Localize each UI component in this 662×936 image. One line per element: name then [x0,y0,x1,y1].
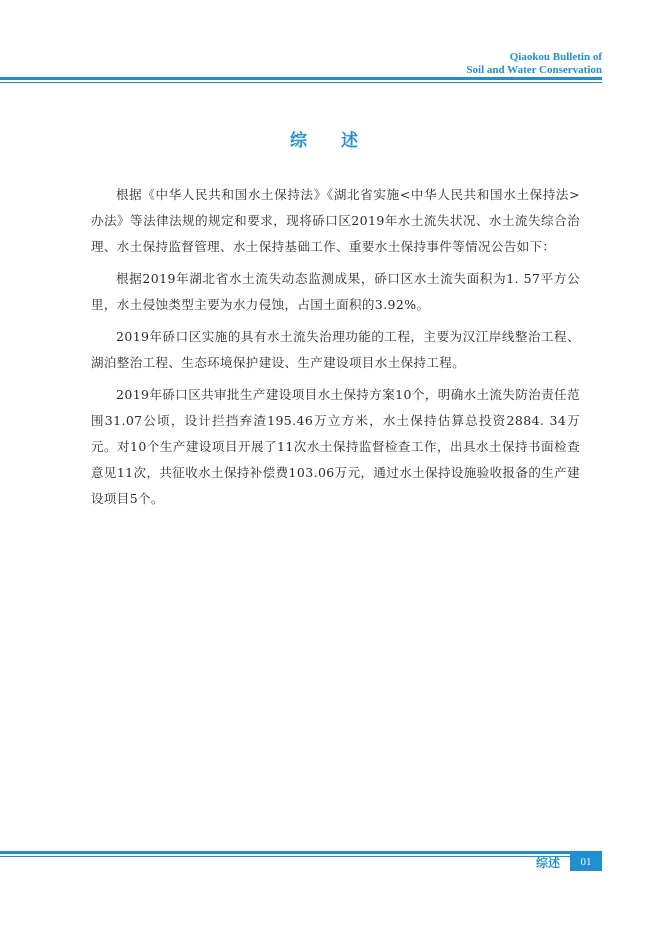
paragraph-supervision: 2019年硚口区共审批生产建设项目水土保持方案10个，明确水土流失防治责任范围31.07公顷，设计拦挡弃渣195.46万立方米，水土保持估算总投资2884. 34万元。对10个生产建设项目开展了11次水土保持监督检查工作，出具水土保持书面检查意见11次，共征收水土保持补偿费103.06万元，通过水土保持设施验收报备的生产建设项目5个。 [91,387,580,506]
footer-rule-thick [0,851,602,854]
body-text [91,182,580,518]
page-number: 01 [570,853,602,871]
footer-section-label: 综述 [536,856,561,870]
running-header [466,51,602,77]
header-rule-thin [0,82,602,83]
header-rule-thick [0,77,602,80]
footer-rule-thin [0,856,602,857]
section-title: 综 述 [290,131,372,151]
running-header-line-1: Qiaokou Bulletin of [509,51,602,63]
paragraph-erosion-status: 根据2019年湖北省水土流失动态监测成果，硚口区水土流失面积为1. 57平方公里，水土侵蚀类型主要为水力侵蚀，占国土面积的3.92%。 [91,271,580,312]
paragraph-intro: 根据《中华人民共和国水土保持法》《湖北省实施<中华人民共和国水土保持法>办法》等法律法规的规定和要求，现将硚口区2019年水土流失状况、水土流失综合治理、水土保持监督管理、水土保持基础工作、重要水土保持事件等情况公告如下： [91,187,580,254]
running-header-line-2: Soil and Water Conservation [466,64,602,76]
paragraph-governance: 2019年硚口区实施的具有水土流失治理功能的工程，主要为汉江岸线整治工程、湖泊整治工程、生态环境保护建设、生产建设项目水土保持工程。 [91,329,580,370]
